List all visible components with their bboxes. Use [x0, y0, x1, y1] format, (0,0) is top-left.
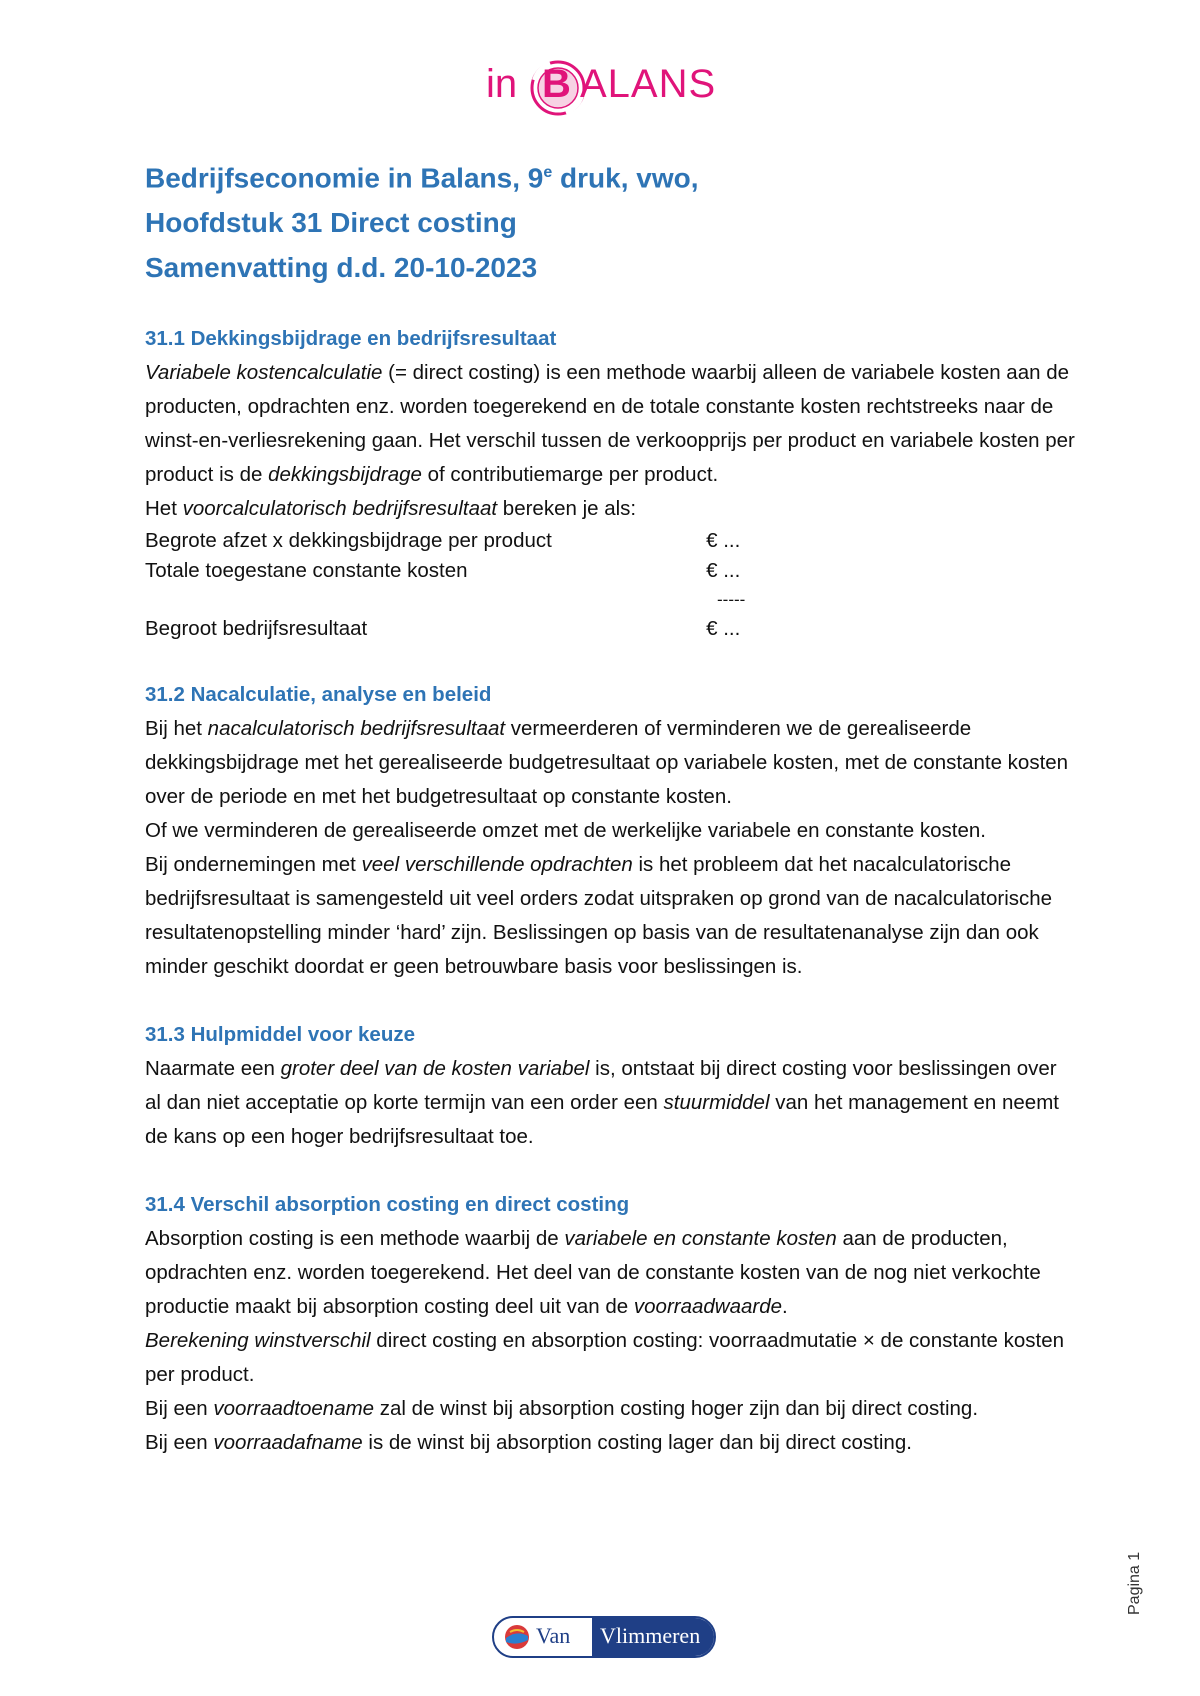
calc-label: Totale toegestane constante kosten — [145, 559, 468, 582]
title-line-2: Hoofdstuk 31 Direct costing — [145, 207, 517, 239]
calc-value: € ... — [706, 529, 741, 552]
title-line-3: Samenvatting d.d. 20-10-2023 — [145, 252, 538, 284]
paragraph: Variabele kostencalculatie (= direct costing) is een methode waarbij alleen de variabele kosten aan de producten, opdrachten enz. worden toegerekend en de totale constante kosten rechtstreeks naar de winst-en-verliesrekening gaan. Het verschil tussen de verkoopprijs per product en variabele kosten per product is de dekkingsbijdrage of contributiemarge per product. — [145, 361, 1075, 486]
logo-prefix: in — [486, 62, 518, 106]
calc-total-row — [145, 614, 765, 644]
logo-van: Van — [536, 1623, 571, 1648]
paragraph: Bij het nacalculatorisch bedrijfsresultaat vermeerderen of verminderen we de gerealiseerde dekkingsbijdrage met het gerealiseerde budgetresultaat op variabele kosten, met de constante kosten over de periode en met het budgetresultaat op constante kosten. — [145, 717, 1069, 808]
calc-row — [145, 526, 765, 556]
page-number-label: Pagina 1 — [1126, 1551, 1143, 1615]
paragraph: Berekening winstverschil direct costing en absorption costing: voorraadmutatie × de constante kosten per product. — [145, 1329, 1065, 1386]
paragraph: Naarmate een groter deel van de kosten variabel is, ontstaat bij direct costing voor beslissingen over al dan niet acceptatie op korte termijn van een order een stuurmiddel van het management en neemt de kans op een hoger bedrijfsresultaat toe. — [145, 1057, 1059, 1148]
section-heading: 31.2 Nacalculatie, analyse en beleid — [145, 683, 492, 706]
paragraph: Bij ondernemingen met veel verschillende opdrachten is het probleem dat het nacalculatorische bedrijfsresultaat is samengesteld uit veel orders zodat uitspraken op grond van de nacalculatorische resultatenopstelling minder ‘hard’ zijn. Beslissingen op basis van de resultatenanalyse zijn dan ook minder geschikt doordat er geen betrouwbare basis voor beslissingen is. — [145, 853, 1053, 978]
section-31-2 — [145, 678, 1075, 984]
calc-row — [145, 556, 765, 586]
section-31-3 — [145, 1018, 1075, 1154]
calculation-table — [145, 526, 765, 644]
publisher-logo — [492, 1616, 718, 1660]
logo-vlimmeren: Vlimmeren — [600, 1623, 701, 1648]
calc-label: Begrote afzet x dekkingsbijdrage per product — [145, 529, 552, 552]
section-heading: 31.4 Verschil absorption costing en direct costing — [145, 1193, 630, 1216]
paragraph: Of we verminderen de gerealiseerde omzet met de werkelijke variabele en constante kosten. — [145, 819, 986, 842]
paragraph: Absorption costing is een methode waarbij de variabele en constante kosten aan de producten, opdrachten enz. worden toegerekend. Het deel van de constante kosten van de nog niet verkochte productie maakt bij absorption costing deel uit van de voorraadwaarde. — [145, 1227, 1041, 1318]
paragraph: Het voorcalculatorisch bedrijfsresultaat bereken je als: — [145, 497, 637, 520]
calc-value: € ... — [706, 617, 741, 640]
paragraph: Bij een voorraadtoename zal de winst bij absorption costing hoger zijn dan bij direct costing. — [145, 1397, 979, 1420]
section-heading: 31.1 Dekkingsbijdrage en bedrijfsresultaat — [145, 327, 557, 350]
globe-icon — [504, 1624, 530, 1650]
page-number — [1126, 1525, 1156, 1615]
logo-letter: B — [542, 62, 571, 106]
inbalans-logo — [486, 58, 726, 122]
title-line-1: Bedrijfseconomie in Balans, 9e druk, vwo, — [145, 162, 699, 194]
section-heading: 31.3 Hulpmiddel voor keuze — [145, 1023, 415, 1046]
document-title — [145, 150, 699, 290]
document-body — [145, 322, 1075, 1460]
logo-rest: ALANS — [580, 62, 717, 106]
section-31-4 — [145, 1188, 1075, 1460]
calc-value: € ... — [706, 559, 741, 582]
section-31-1 — [145, 322, 1075, 644]
calc-label: Begroot bedrijfsresultaat — [145, 617, 368, 640]
calc-divider: ----- — [717, 590, 746, 609]
paragraph: Bij een voorraadafname is de winst bij absorption costing lager dan bij direct costing. — [145, 1431, 912, 1454]
